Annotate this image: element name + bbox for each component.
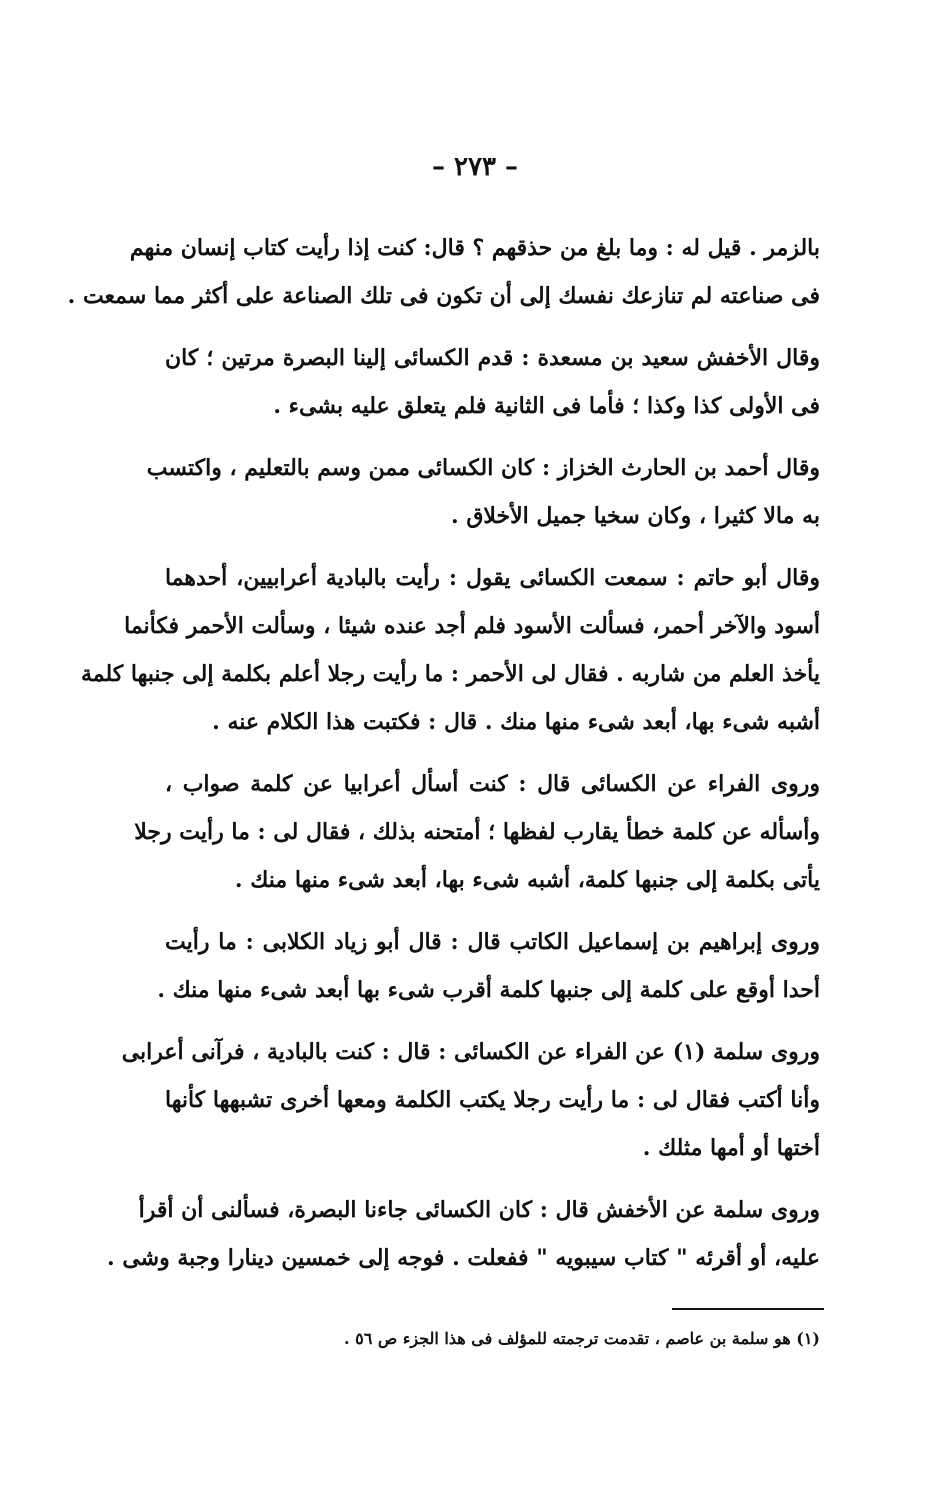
text-line: يأخذ العلم من شاربه . فقال لى الأحمر : ما رأيت رجلا أعلم بكلمة إلى جنبها كلمة (80, 661, 820, 687)
text-line: يأتى بكلمة إلى جنبها كلمة، أشبه شىء بها، أبعد شىء منها منك . (234, 867, 820, 893)
text-line: فى صناعته لم تنازعك نفسك إلى أن تكون فى تلك الصناعة على أكثر مما سمعت . (67, 283, 820, 309)
text-line: وقال أحمد بن الحارث الخزاز : كان الكسائى ممن وسم بالتعليم ، واكتسب (146, 455, 820, 481)
text-line: وقال أبو حاتم : سمعت الكسائى يقول : رأيت بالبادية أعرابيين، أحدهما (165, 565, 820, 591)
paragraph (80, 554, 820, 746)
text-line: أختها أو أمها مثلك . (642, 1135, 820, 1161)
text-line: وأنا أكتب فقال لى : ما رأيت رجلا يكتب الكلمة ومعها أخرى تشبهها كأنها (165, 1087, 820, 1113)
text-line: به مالا كثيرا ، وكان سخيا جميل الأخلاق . (451, 503, 820, 529)
paragraph (165, 334, 820, 430)
body-text (67, 224, 820, 1296)
paragraph (146, 444, 820, 540)
text-line: وأسأله عن كلمة خطأ يقارب لفظها ؛ أمتحنه بذلك ، فقال لى : ما رأيت رجلا (134, 819, 820, 845)
text-line: أشبه شىء بها، أبعد شىء منها منك . قال : فكتبت هذا الكلام عنه . (212, 709, 820, 735)
text-line: عليه، أو أقرئه " كتاب سيبويه " ففعلت . فوجه إلى خمسين دينارا وجبة وشى . (107, 1245, 820, 1271)
paragraph (134, 760, 820, 904)
text-line: فى الأولى كذا وكذا ؛ فأما فى الثانية فلم يتعلق عليه بشىء . (273, 393, 820, 419)
paragraph (121, 1028, 820, 1172)
text-line: وقال الأخفش سعيد بن مسعدة : قدم الكسائى إلينا البصرة مرتين ؛ كان (165, 345, 820, 371)
text-line: بالزمر . قيل له : وما بلغ من حذقهم ؟ قال: كنت إذا رأيت كتاب إنسان منهم (129, 235, 820, 261)
text-line: وروى سلمة (١) عن الفراء عن الكسائى : قال : كنت بالبادية ، فرآنى أعرابى (121, 1039, 820, 1065)
text-line: وروى سلمة عن الأخفش قال : كان الكسائى جاءنا البصرة، فسألنى أن أقرأ (138, 1197, 820, 1223)
text-line: أسود والآخر أحمر، فسألت الأسود فلم أجد عنده شيئا ، وسألت الأحمر فكأنما (124, 613, 820, 639)
paragraph (157, 918, 820, 1014)
text-line: وروى إبراهيم بن إسماعيل الكاتب قال : قال أبو زياد الكلابى : ما رأيت (165, 929, 820, 955)
footnote: (١) هو سلمة بن عاصم ، تقدمت ترجمته للمؤلف فى هذا الجزء ص ٥٦ . (344, 1329, 820, 1348)
text-line: أحدا أوقع على كلمة إلى جنبها كلمة أقرب شىء بها أبعد شىء منها منك . (157, 977, 820, 1003)
page-number: – ٢٧٣ – (431, 152, 519, 182)
paragraph (67, 224, 820, 320)
paragraph (107, 1186, 820, 1282)
footnote-divider (672, 1308, 824, 1310)
text-line: وروى الفراء عن الكسائى قال : كنت أسأل أعرابيا عن كلمة صواب ، (165, 771, 820, 797)
